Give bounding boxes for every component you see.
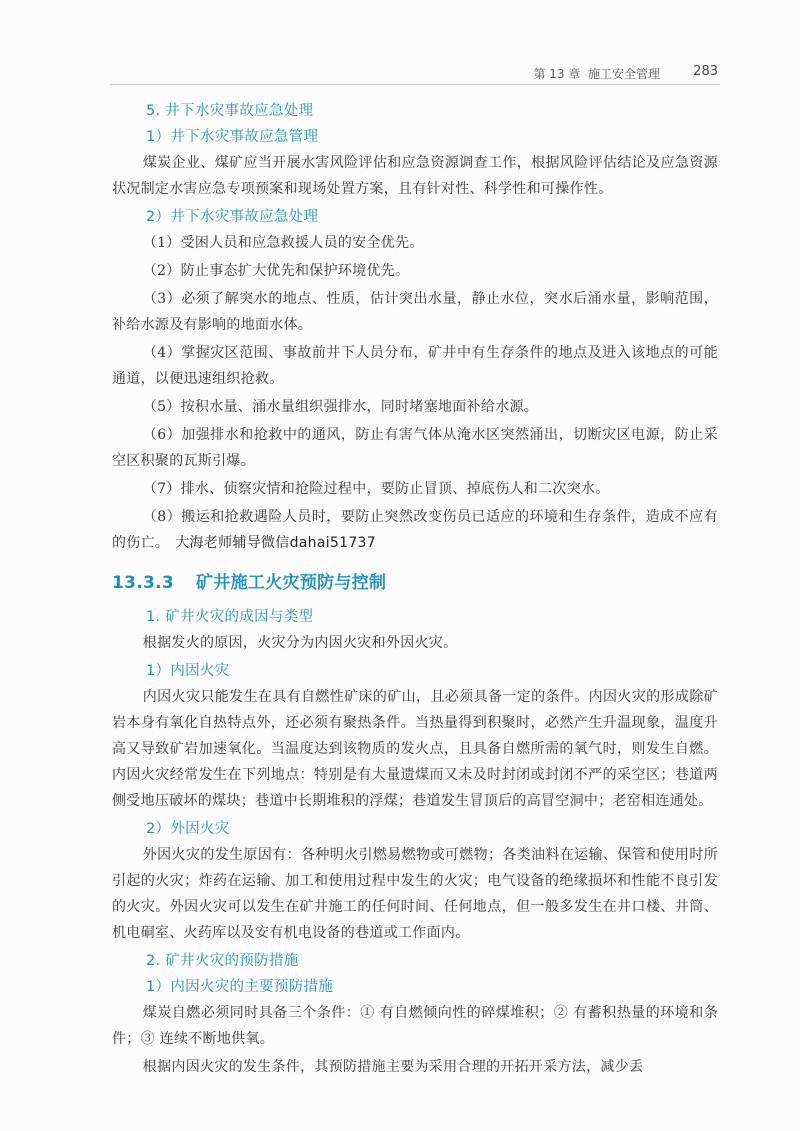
paragraph: 外因火灾的发生原因有：各种明火引燃易燃物或可燃物；各类油料在运输、保管和使用时所引起的火灾；炸药在运输、加工和使用过程中发生的火灾；电气设备的绝缘损坏和性能不良引发的火灾。外因火灾可以发生在矿井施工的任何时间、任何地点，但一般多发生在井口楼、井筒、机电硐室、火药库以及安有机电设备的巷道或工作面内。: [112, 847, 718, 941]
section-title: 矿井施工火灾预防与控制: [196, 573, 387, 593]
section-number: 13.3.3: [112, 573, 175, 593]
list-item: （3）必须了解突水的地点、性质，估计突出水量，静止水位，突水后涌水量，影响范围，补给水源及有影响的地面水体。: [112, 291, 718, 333]
subsection-heading: 2. 矿井火灾的预防措施: [146, 953, 299, 969]
chapter-name: 施工安全管理: [587, 67, 660, 81]
paragraph: 煤炭企业、煤矿应当开展水害风险评估和应急资源调查工作，根据风险评估结论及应急资源状况制定水害应急专项预案和现场处置方案，且有针对性、科学性和可操作性。: [112, 155, 718, 197]
list-item: （1）受困人员和应急救援人员的安全优先。: [142, 235, 424, 251]
list-item: （2）防止事态扩大优先和保护环境优先。: [142, 263, 410, 279]
list-item: （6）加强排水和抢救中的通风，防止有害气体从淹水区突然涌出，切断灾区电源，防止采空区积聚的瓦斯引爆。: [112, 427, 718, 469]
page-body: [112, 98, 718, 1082]
paragraph: 煤炭自燃必须同时具备三个条件：① 有自燃倾向性的碎煤堆积；② 有蓄积热量的环境和条件；③ 连续不断地供氧。: [112, 1005, 718, 1047]
page-number: 283: [693, 64, 718, 79]
paragraph: 内因火灾只能发生在具有自燃性矿床的矿山，且必须具备一定的条件。内因火灾的形成除矿岩本身有氧化自热特点外，还必须有聚热条件。当热量得到积聚时，必然产生升温现象，温度升高又导致矿岩加速氧化。当温度达到该物质的发火点，且具备自燃所需的氧气时，则发生自燃。内因火灾经常发生在下列地点：特别是有大量遗煤而又未及时封闭或封闭不严的采空区；巷道两侧受地压破坏的煤块；巷道中长期堆积的浮煤；巷道发生冒顶后的高冒空洞中；老窑相连通处。: [112, 689, 718, 809]
list-item: （5）按积水量、涌水量组织强排水，同时堵塞地面补给水源。: [142, 399, 539, 415]
list-item-text: （8）搬运和抢救遇险人员时，要防止突然改变伤员已适应的环境和生存条件，造成不应有的伤亡。: [112, 509, 718, 551]
list-item: [112, 504, 718, 556]
watermark-note: 大海老师辅导微信dahai51737: [175, 535, 376, 551]
subsubsection-heading: 1）内因火灾: [146, 663, 230, 679]
chapter-number: 第 13 章: [533, 67, 581, 81]
paragraph: 根据内因火灾的发生条件，其预防措施主要为采用合理的开拓开采方法，减少丢: [142, 1059, 644, 1075]
list-item: （7）排水、侦察灾情和抢险过程中，要防止冒顶、掉底伤人和二次突水。: [142, 481, 610, 497]
running-header: [110, 62, 720, 85]
paragraph: 根据发火的原因，火灾分为内因火灾和外因火灾。: [142, 635, 458, 651]
subsection-heading: 1. 矿井火灾的成因与类型: [146, 609, 314, 625]
subsubsection-heading: 1）内因火灾的主要预防措施: [146, 979, 334, 995]
chapter-title: [533, 65, 660, 82]
section-heading: [112, 568, 718, 598]
subsubsection-heading: 2）外因火灾: [146, 821, 230, 837]
subsubsection-heading: 1）井下水灾事故应急管理: [146, 129, 319, 145]
subsection-heading: 5. 井下水灾事故应急处理: [146, 103, 314, 119]
list-item: （4）掌握灾区范围、事故前井下人员分布，矿井中有生存条件的地点及进入该地点的可能通道，以便迅速组织抢救。: [112, 345, 718, 387]
subsubsection-heading: 2）井下水灾事故应急处理: [146, 209, 319, 225]
